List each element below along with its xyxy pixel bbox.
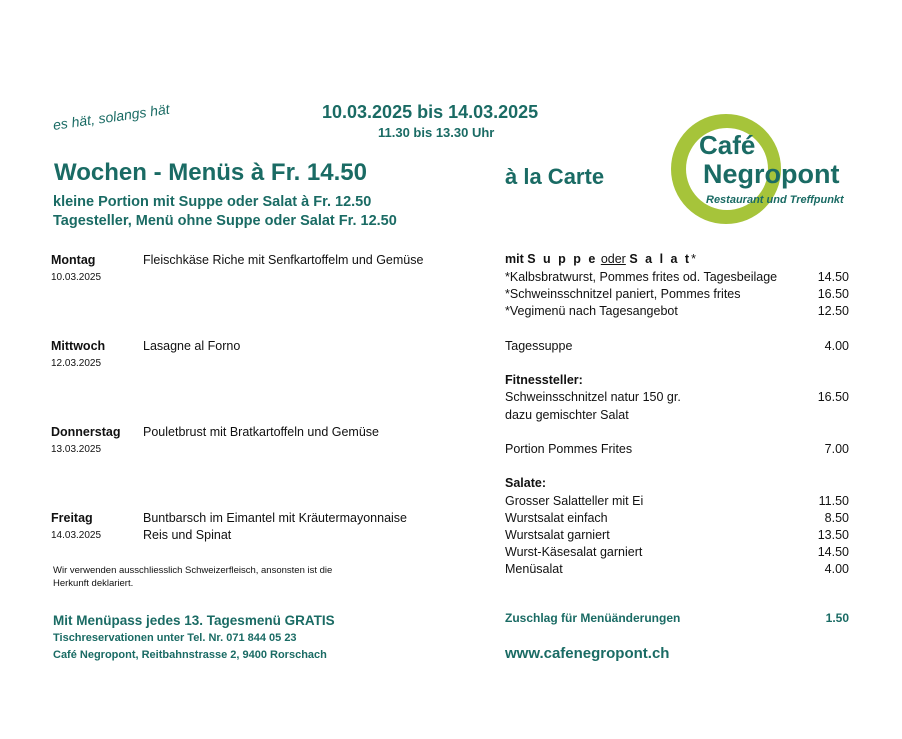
tagessuppe-label: Tagessuppe xyxy=(505,339,573,353)
day-dish-thursday: Pouletbrust mit Bratkartoffeln und Gemüse xyxy=(143,425,379,439)
oder-word: oder xyxy=(600,252,626,266)
salat-word: S a l a t xyxy=(629,252,692,266)
salate-header: Salate: xyxy=(505,476,546,490)
subtitle-small-portion: kleine Portion mit Suppe oder Salat à Fr. 12.50 xyxy=(53,194,372,210)
fitness-line2: dazu gemischter Salat xyxy=(505,408,629,422)
logo-text-negropont: Negropont xyxy=(703,159,840,189)
reservation-phone: Tischreservationen unter Tel. Nr. 071 844 05 23 xyxy=(53,632,297,644)
logo-text-cafe: Café xyxy=(699,130,756,160)
surcharge-label: Zuschlag für Menüänderungen xyxy=(505,611,681,625)
suppe-salat-header xyxy=(505,252,696,266)
menu-title: Wochen - Menüs à Fr. 14.50 xyxy=(54,159,367,186)
origin-note-line2: Herkunft deklariert. xyxy=(53,578,134,589)
day-name-thursday: Donnerstag xyxy=(51,425,121,439)
day-date-friday: 14.03.2025 xyxy=(51,530,102,541)
carte-item-price: 14.50 xyxy=(817,270,849,284)
address: Café Negropont, Reitbahnstrasse 2, 9400 Rorschach xyxy=(53,649,327,661)
day-date-thursday: 13.03.2025 xyxy=(51,444,102,455)
day-dish-friday-side: Reis und Spinat xyxy=(143,528,232,542)
surcharge-price: 1.50 xyxy=(825,611,849,625)
asterisk: * xyxy=(691,252,696,266)
suppe-word: S u p p e xyxy=(527,252,598,266)
subtitle-tagesteller: Tagesteller, Menü ohne Suppe oder Salat Fr. 12.50 xyxy=(53,213,397,229)
menupass-offer: Mit Menüpass jedes 13. Tagesmenü GRATIS xyxy=(53,613,335,628)
fitness-price: 16.50 xyxy=(817,390,849,404)
salad-price: 14.50 xyxy=(817,545,849,559)
logo-tagline: Restaurant und Treffpunkt xyxy=(706,194,844,206)
slogan: es hät, solangs hät xyxy=(51,100,171,133)
salad-label: Wurstsalat garniert xyxy=(505,528,610,542)
pommes-label: Portion Pommes Frites xyxy=(505,442,633,456)
day-name-friday: Freitag xyxy=(51,511,93,525)
pommes-price: 7.00 xyxy=(824,442,849,456)
salad-label: Grosser Salatteller mit Ei xyxy=(505,494,644,508)
fitness-header: Fitnessteller: xyxy=(505,373,583,387)
website-link[interactable]: www.cafenegropont.ch xyxy=(505,645,670,662)
carte-item-price: 12.50 xyxy=(817,304,849,318)
carte-item-label: *Schweinsschnitzel paniert, Pommes frites xyxy=(505,287,741,301)
salad-price: 13.50 xyxy=(817,528,849,542)
fitness-line1: Schweinsschnitzel natur 150 gr. xyxy=(505,390,681,404)
salad-price: 4.00 xyxy=(824,562,849,576)
carte-item-label: *Kalbsbratwurst, Pommes frites od. Tagesbeilage xyxy=(505,270,778,284)
time-range: 11.30 bis 13.30 Uhr xyxy=(378,125,495,140)
carte-title: à la Carte xyxy=(505,164,605,189)
salad-label: Menüsalat xyxy=(505,562,563,576)
date-range: 10.03.2025 bis 14.03.2025 xyxy=(322,102,539,122)
tagessuppe-price: 4.00 xyxy=(824,339,849,353)
day-name-monday: Montag xyxy=(51,253,96,267)
salad-label: Wurst-Käsesalat garniert xyxy=(505,545,643,559)
salad-label: Wurstsalat einfach xyxy=(505,511,608,525)
carte-item-price: 16.50 xyxy=(817,287,849,301)
day-dish-friday: Buntbarsch im Eimantel mit Kräutermayonnaise xyxy=(143,511,408,525)
day-dish-wednesday: Lasagne al Forno xyxy=(143,339,241,353)
carte-item-label: *Vegimenü nach Tagesangebot xyxy=(505,304,678,318)
day-date-monday: 10.03.2025 xyxy=(51,272,102,283)
suppe-salat-prefix: mit xyxy=(505,252,524,266)
day-date-wednesday: 12.03.2025 xyxy=(51,358,102,369)
salad-price: 11.50 xyxy=(818,494,849,508)
salad-price: 8.50 xyxy=(824,511,849,525)
origin-note-line1: Wir verwenden ausschliesslich Schweizerfleisch, ansonsten ist die xyxy=(53,565,333,576)
day-dish-monday: Fleischkäse Riche mit Senfkartoffelm und Gemüse xyxy=(143,253,424,267)
day-name-wednesday: Mittwoch xyxy=(51,339,106,353)
